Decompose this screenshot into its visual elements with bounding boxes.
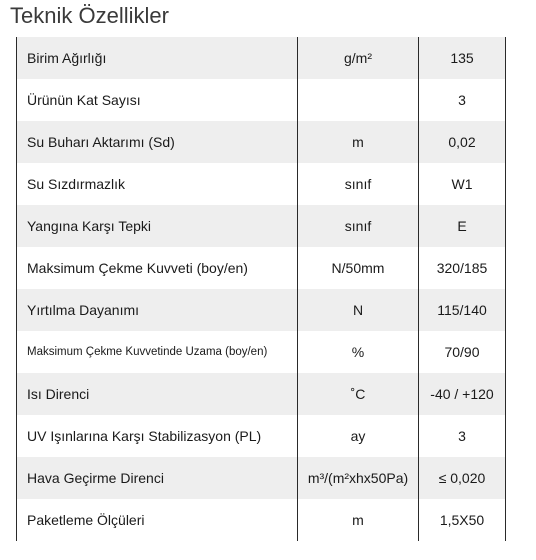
spec-name: Hava Geçirme Direnci [17, 457, 298, 499]
spec-value: 3 [419, 79, 506, 121]
spec-unit: sınıf [298, 205, 419, 247]
spec-value: 320/185 [419, 247, 506, 289]
spec-unit: ˚C [298, 373, 419, 415]
spec-name: Yangına Karşı Tepki [17, 205, 298, 247]
spec-value: 3 [419, 415, 506, 457]
table-row [17, 331, 506, 373]
spec-unit: m³/(m²xhx50Pa) [298, 457, 419, 499]
spec-name: Ürünün Kat Sayısı [17, 79, 298, 121]
spec-name: Maksimum Çekme Kuvveti (boy/en) [17, 247, 298, 289]
page-title: Teknik Özellikler [10, 3, 169, 28]
spec-unit: N/50mm [298, 247, 419, 289]
spec-value: 0,02 [419, 121, 506, 163]
spec-value: W1 [419, 163, 506, 205]
spec-name: Birim Ağırlığı [17, 37, 298, 79]
spec-value: E [419, 205, 506, 247]
spec-unit: ay [298, 415, 419, 457]
spec-unit: m [298, 121, 419, 163]
table-row [17, 121, 506, 163]
spec-name: Paketleme Ölçüleri [17, 499, 298, 541]
spec-name: Su Sızdırmazlık [17, 163, 298, 205]
spec-value: 70/90 [419, 331, 506, 373]
spec-table [16, 37, 506, 541]
spec-value: 115/140 [419, 289, 506, 331]
table-row [17, 205, 506, 247]
spec-name: Yırtılma Dayanımı [17, 289, 298, 331]
spec-unit: g/m² [298, 37, 419, 79]
table-row [17, 415, 506, 457]
spec-name: Isı Direnci [17, 373, 298, 415]
spec-name: Maksimum Çekme Kuvvetinde Uzama (boy/en) [17, 331, 298, 373]
spec-unit: % [298, 331, 419, 373]
table-row [17, 37, 506, 79]
table-row [17, 289, 506, 331]
spec-name: UV Işınlarına Karşı Stabilizasyon (PL) [17, 415, 298, 457]
spec-value: -40 / +120 [419, 373, 506, 415]
spec-unit: sınıf [298, 163, 419, 205]
table-row [17, 163, 506, 205]
spec-value: 135 [419, 37, 506, 79]
table-row [17, 79, 506, 121]
spec-name: Su Buharı Aktarımı (Sd) [17, 121, 298, 163]
spec-value: ≤ 0,020 [419, 457, 506, 499]
table-row [17, 373, 506, 415]
spec-value: 1,5X50 [419, 499, 506, 541]
table-row [17, 499, 506, 541]
spec-unit: N [298, 289, 419, 331]
spec-unit [298, 79, 419, 121]
table-row [17, 457, 506, 499]
spec-unit: m [298, 499, 419, 541]
table-row [17, 247, 506, 289]
